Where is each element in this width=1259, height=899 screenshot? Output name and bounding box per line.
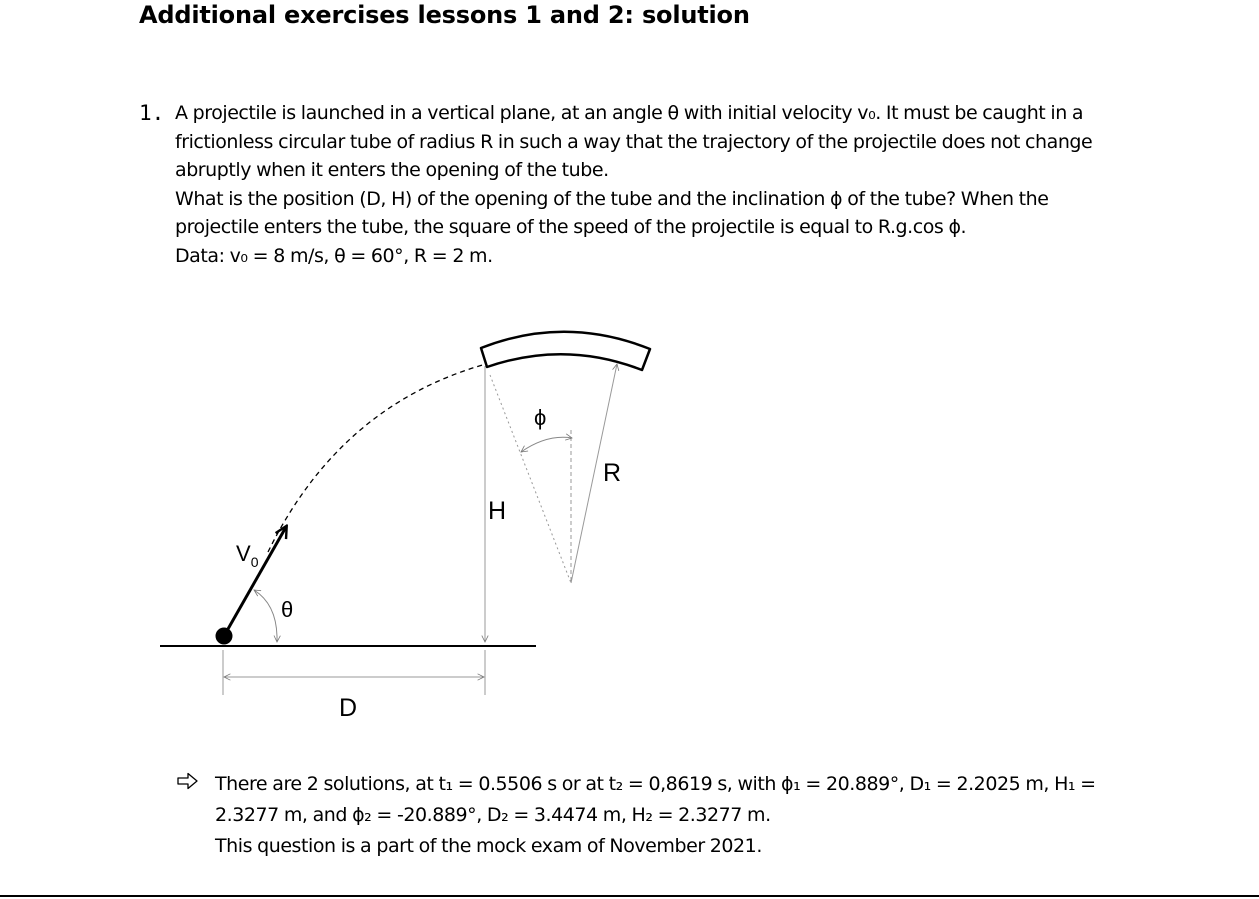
exercise-line: What is the position (D, H) of the opening of the tube and the inclination ϕ of the tube? When the <box>175 187 1049 210</box>
solution-line: This question is a part of the mock exam of November 2021. <box>215 835 762 857</box>
r-label: R <box>603 459 622 487</box>
solution-line: 2.3277 m, and ϕ₂ = -20.889°, D₂ = 3.4474 m, H₂ = 2.3277 m. <box>215 804 771 826</box>
exercise-line: A projectile is launched in a vertical plane, at an angle θ with initial velocity v₀. It must be caught in a <box>175 102 1084 124</box>
arrow-right-icon <box>176 771 200 791</box>
trajectory-curve <box>268 364 486 552</box>
v0-label: $V_0$ <box>236 541 259 570</box>
solution-line: There are 2 solutions, at t₁ = 0.5506 s or at t₂ = 0,8619 s, with ϕ₁ = 20.889°, D₁ = 2.2025 m, H₁ = <box>215 773 1096 795</box>
theta-arc <box>254 590 277 642</box>
exercise-statement <box>175 99 1120 270</box>
exercise-line: frictionless circular tube of radius R in such a way that the trajectory of the projectile does not change <box>175 130 1093 153</box>
page-title: Additional exercises lessons 1 and 2: solution <box>139 1 750 29</box>
bottom-divider <box>0 895 1259 897</box>
exercise-line: projectile enters the tube, the square of the speed of the projectile is equal to R.g.cos ϕ. <box>175 216 967 238</box>
radius-line-dashed <box>490 375 571 583</box>
exercise-line: abruptly when it enters the opening of the tube. <box>175 159 609 181</box>
phi-label: ϕ <box>534 405 547 430</box>
phi-arc <box>521 437 572 452</box>
velocity-vector <box>224 527 286 636</box>
circular-tube <box>481 332 650 370</box>
d-label: D <box>339 694 358 722</box>
solution-text <box>215 769 1115 862</box>
theta-label: θ <box>281 597 294 622</box>
exercise-number: 1. <box>139 101 165 125</box>
exercise-line: Data: v₀ = 8 m/s, θ = 60°, R = 2 m. <box>175 244 493 267</box>
projectile-diagram <box>150 320 670 730</box>
h-label: H <box>488 497 507 525</box>
